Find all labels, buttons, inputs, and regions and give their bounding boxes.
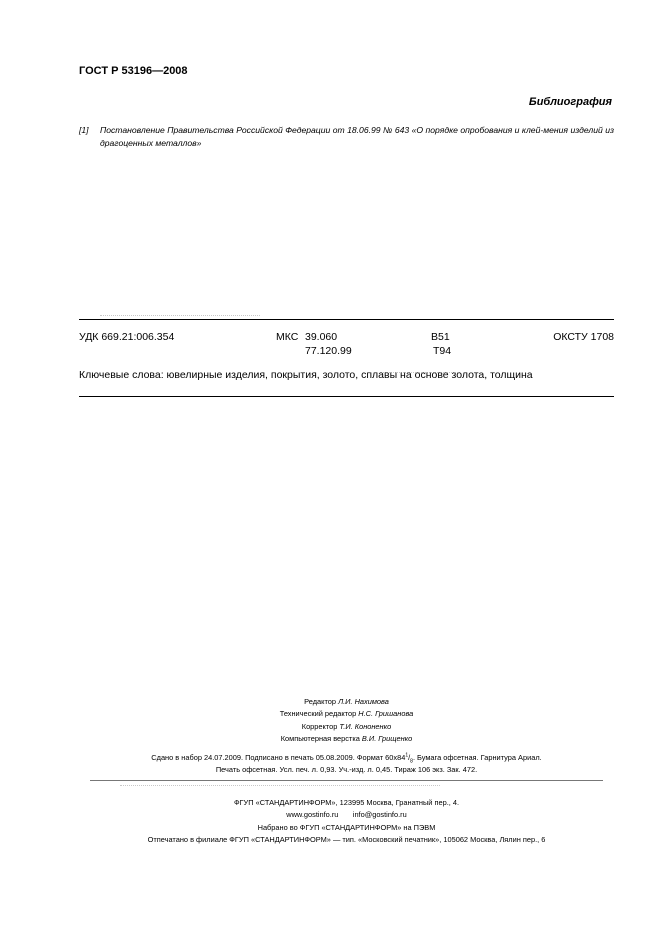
credit-name: Н.С. Гришанова bbox=[358, 709, 414, 719]
okstu-code: ОКСТУ 1708 bbox=[553, 331, 614, 343]
print-info-text: . Бумага офсетная. Гарнитура Ариал. bbox=[412, 753, 542, 762]
credit-name: Т.И. Кононенко bbox=[339, 721, 392, 731]
group-code: В51 bbox=[431, 331, 450, 343]
scan-artifact bbox=[120, 785, 440, 786]
imprint-rule bbox=[90, 780, 603, 781]
bibliography-title: Библиография bbox=[528, 96, 612, 108]
publisher-block bbox=[79, 797, 614, 846]
format-denominator: 8 bbox=[410, 758, 413, 765]
print-info bbox=[79, 752, 614, 777]
credit-role: Редактор bbox=[304, 697, 336, 706]
publisher-contacts bbox=[79, 809, 614, 821]
credit-line bbox=[79, 733, 614, 745]
print-info-line: Сдано в набор 24.07.2009. Подписано в печать 05.08.2009. Формат $60х84^1/_8$. Бумага офсетная. Гарнитура Ариал. bbox=[151, 752, 542, 765]
mks-code: 77.120.99 bbox=[305, 345, 352, 357]
publisher-email: info@gostinfo.ru bbox=[352, 810, 407, 820]
credit-role: Корректор bbox=[301, 721, 338, 731]
publisher-printed: Отпечатано в филиале ФГУП «СТАНДАРТИНФОРМ» — тип. «Московский печатник», 105062 Москва, Лялин пер., 6 bbox=[147, 834, 546, 844]
mks-label: МКС bbox=[276, 331, 299, 343]
group-code: Т94 bbox=[433, 345, 452, 357]
credit-name: Л.И. Нахимова bbox=[338, 697, 389, 706]
publisher-address: ФГУП «СТАНДАРТИНФОРМ», 123995 Москва, Гранатный пер., 4. bbox=[233, 798, 460, 807]
keywords: Ключевые слова: ювелирные изделия, покрытия, золото, сплавы на основе золота, толщина bbox=[79, 369, 533, 381]
publisher-typeset: Набрано во ФГУП «СТАНДАРТИНФОРМ» на ПЭВМ bbox=[257, 822, 436, 832]
publisher-website: www.gostinfo.ru bbox=[286, 810, 339, 820]
credits-block bbox=[79, 696, 614, 745]
print-info-line: Печать офсетная. Усл. печ. л. 0,93. Уч.-изд. л. 0,45. Тираж 106 экз. Зак. 472. bbox=[215, 765, 478, 775]
credit-line bbox=[79, 708, 614, 720]
bibliography-item bbox=[79, 124, 614, 149]
credit-role: Технический редактор bbox=[279, 709, 357, 719]
credit-role: Компьютерная верстка bbox=[280, 733, 360, 743]
credit-name: В.И. Грищенко bbox=[361, 733, 413, 743]
mks-code: 39.060 bbox=[305, 331, 338, 343]
format-numerator: 1 bbox=[405, 752, 409, 759]
credit-line bbox=[79, 721, 614, 733]
bottom-rule bbox=[79, 396, 614, 397]
scan-artifact bbox=[100, 315, 260, 316]
top-rule bbox=[79, 319, 614, 320]
bibliography-item-text: Постановление Правительства Российской Федерации от 18.06.99 № 643 «О порядке опробования и клей-мения изделий из драгоценных металлов» bbox=[100, 125, 614, 148]
document-header: ГОСТ Р 53196—2008 bbox=[79, 65, 188, 77]
credit-line bbox=[79, 696, 614, 708]
print-info-text: Сдано в набор 24.07.2009. Подписано в печать 05.08.2009. Формат 60х84 bbox=[151, 753, 406, 762]
bibliography-item-number: [1] bbox=[79, 125, 89, 135]
udk-code: УДК 669.21:006.354 bbox=[79, 331, 175, 343]
